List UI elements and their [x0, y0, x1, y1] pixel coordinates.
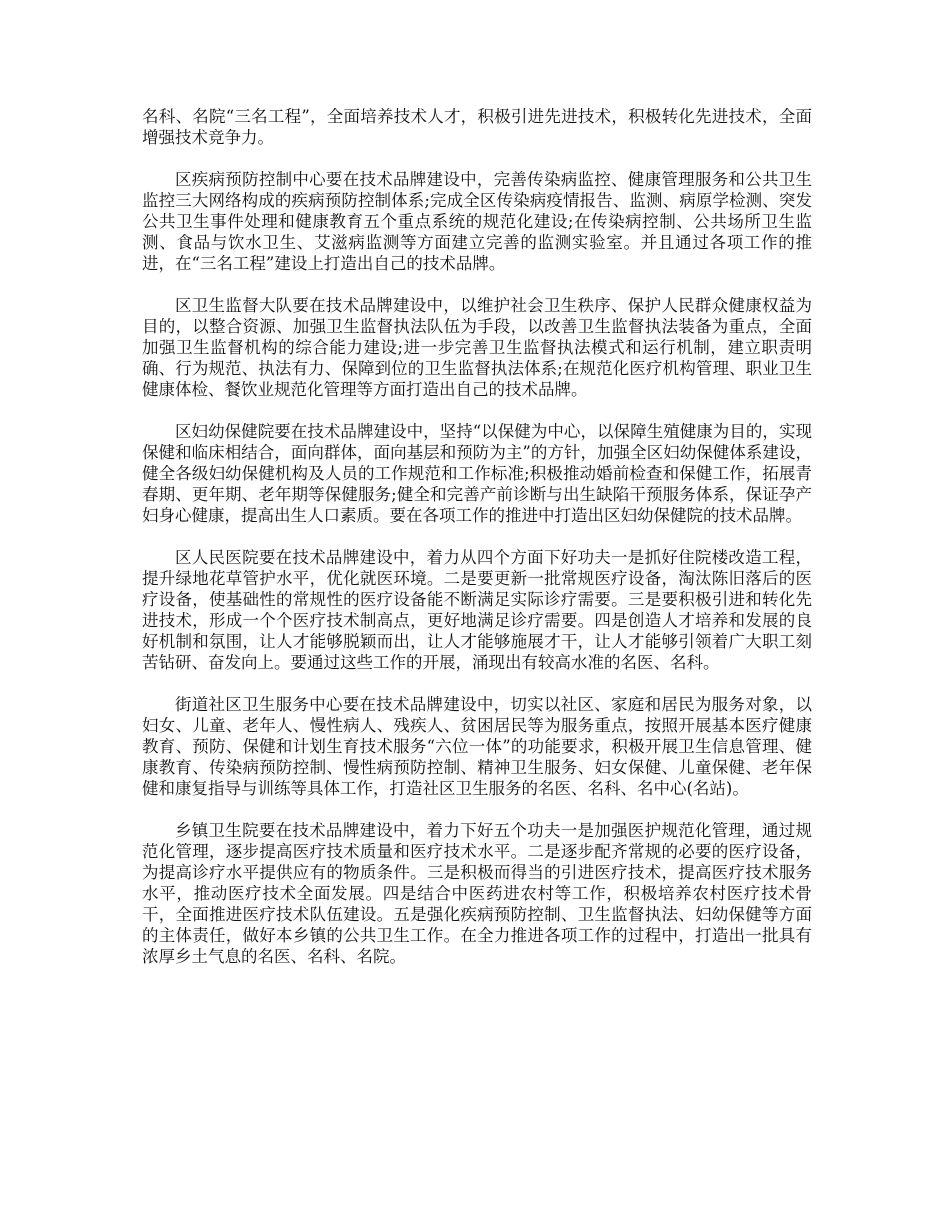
paragraph-peoples-hospital: 区人民医院要在技术品牌建设中，着力从四个方面下好功夫一是抓好住院楼改造工程，提升绿地花草管护水平，优化就医环境。二是要更新一批常规医疗设备，淘汰陈旧落后的医疗设备，使基础性的常规性的医疗设备能不断满足实际诊疗需要。三是要积极引进和转化先进技术，形成一个个医疗技术制高点，更好地满足诊疗需要。四是创造人才培养和发展的良好机制和氛围，让人才能够脱颖而出，让人才能够施展才干，让人才能够引领着广大职工刻苦钻研、奋发向上。要通过这些工作的开展，涌现出有较高水准的名医、名科。	[142, 548, 812, 672]
paragraph-health-supervision: 区卫生监督大队要在技术品牌建设中，以维护社会卫生秩序、保护人民群众健康权益为目的，以整合资源、加强卫生监督执法队伍为手段，以改善卫生监督执法装备为重点，全面加强卫生监督机构的综合能力建设;进一步完善卫生监督执法模式和运行机制，建立职责明确、行为规范、执法有力、保障到位的卫生监督执法体系;在规范化医疗机构管理、职业卫生健康体检、餐饮业规范化管理等方面打造出自己的技术品牌。	[142, 296, 812, 399]
paragraph-community-health-center: 街道社区卫生服务中心要在技术品牌建设中，切实以社区、家庭和居民为服务对象，以妇女、儿童、老年人、慢性病人、残疾人、贫困居民等为服务重点，按照开展基本医疗健康教育、预防、保健和计划生育技术服务“六位一体”的功能要求，积极开展卫生信息管理、健康教育、传染病预防控制、慢性病预防控制、精神卫生服务、妇女保健、儿童保健、老年保健和康复指导与训练等具体工作，打造社区卫生服务的名医、名科、名中心(名站)。	[142, 695, 812, 798]
paragraph-township-health-center: 乡镇卫生院要在技术品牌建设中，着力下好五个功夫一是加强医护规范化管理，通过规范化管理，逐步提高医疗技术质量和医疗技术水平。二是逐步配齐常规的必要的医疗设备，为提高诊疗水平提供应有的物质条件。三是积极而得当的引进医疗技术，提高医疗技术服务水平，推动医疗技术全面发展。四是结合中医药进农村等工作，积极培养农村医疗技术骨干，全面推进医疗技术队伍建设。五是强化疾病预防控制、卫生监督执法、妇幼保健等方面的主体责任，做好本乡镇的公共卫生工作。在全力推进各项工作的过程中，打造出一批具有浓厚乡土气息的名医、名科、名院。	[142, 821, 812, 966]
paragraph-cdc: 区疾病预防控制中心要在技术品牌建设中，完善传染病监控、健康管理服务和公共卫生监控三大网络构成的疾病预防控制体系;完成全区传染病疫情报告、监测、病原学检测、突发公共卫生事件处理和健康教育五个重点系统的规范化建设;在传染病控制、公共场所卫生监测、食品与饮水卫生、艾滋病监测等方面建立完善的监测实验室。并且通过各项工作的推进，在“三名工程”建设上打造出自己的技术品牌。	[142, 170, 812, 273]
paragraph-continuation: 名科、名院“三名工程”，全面培养技术人才，积极引进先进技术，积极转化先进技术，全面增强技术竞争力。	[142, 107, 812, 147]
document-body	[142, 106, 812, 988]
paragraph-maternal-child-health: 区妇幼保健院要在技术品牌建设中，坚持“以保健为中心，以保障生殖健康为目的，实现保健和临床相结合，面向群体，面向基层和预防为主”的方针，加强全区妇幼保健体系建设，健全各级妇幼保健机构及人员的工作规范和工作标准;积极推动婚前检查和保健工作，拓展青春期、更年期、老年期等保健服务;健全和完善产前诊断与出生缺陷干预服务体系，保证孕产妇身心健康，提高出生人口素质。要在各项工作的推进中打造出区妇幼保健院的技术品牌。	[142, 422, 812, 525]
